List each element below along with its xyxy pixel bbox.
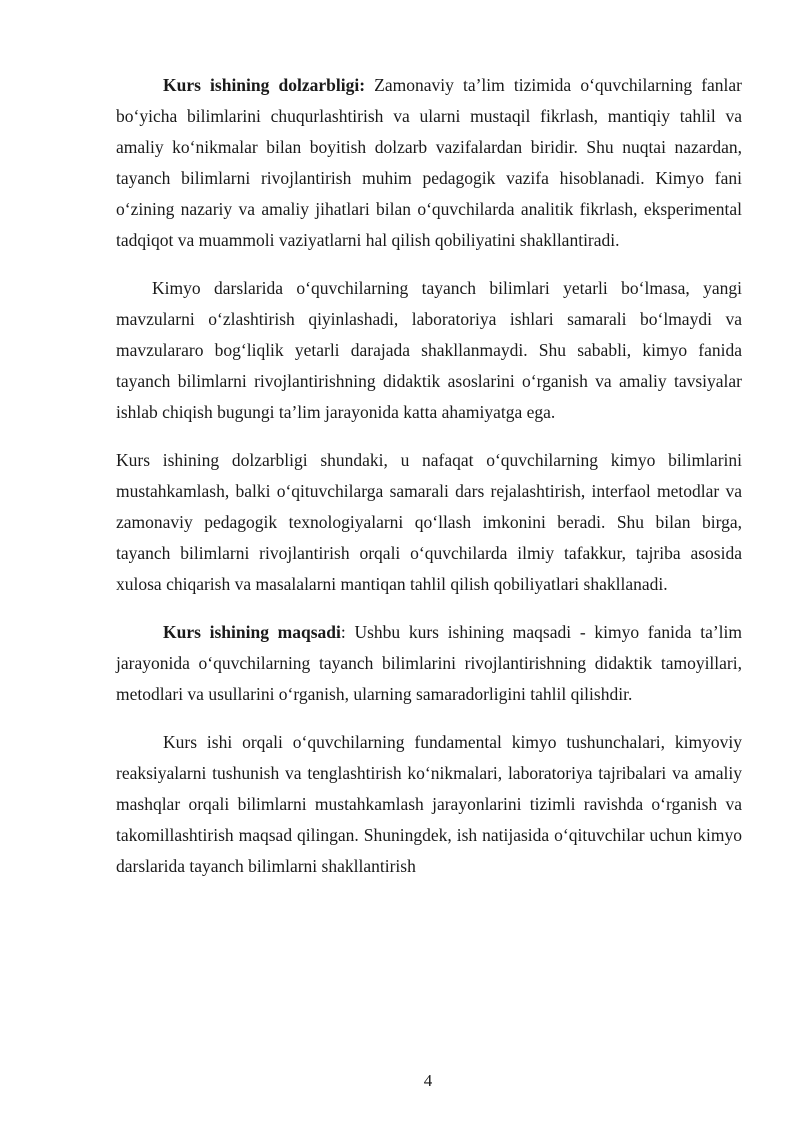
paragraph-text: : Ushbu kurs ishining maqsadi - kimyo fanida ta’lim jarayonida o‘quvchilarning tayanch bilimlarini rivojlantirishning didaktik tamoyillari, metodlari va usullarini o‘rganish, ularning samaradorligini tahlil qilishdir.	[116, 622, 742, 704]
paragraph-text: Kurs ishi orqali o‘quvchilarning fundamental kimyo tushunchalari, kimyoviy reaksiyalarni tushunish va tenglashtirish ko‘nikmalari, laboratoriya tajribalari va amaliy mashqlar orqali bilimlarni mustahkamlash jarayonlarini tizimli ravishda o‘rganish va takomillashtirish maqsad qilingan. Shuningdek, ish natijasida o‘qituvchilar uchun kimyo darslarida tayanch bilimlarni shakllantirish	[116, 732, 742, 876]
paragraph-lead-goal: Kurs ishining maqsadi	[163, 622, 341, 642]
paragraph-relevance	[116, 70, 742, 256]
paragraph-text: Kimyo darslarida o‘quvchilarning tayanch bilimlari yetarli bo‘lmasa, yangi mavzularni o‘zlashtirish qiyinlashadi, laboratoriya ishlari samarali bo‘lmaydi va mavzulararo bog‘liqlik yetarli darajada shakllanmaydi. Shu sababli, kimyo fanida tayanch bilimlarni rivojlantirishning didaktik asoslarini o‘rganish va amaliy tavsiyalar ishlab chiqish bugungi ta’lim jarayonida katta ahamiyatga ega.	[116, 278, 742, 422]
paragraph-text: Zamonaviy ta’lim tizimida o‘quvchilarning fanlar bo‘yicha bilimlarini chuqurlashtirish va ularni mustaqil fikrlash, mantiqiy tahlil va amaliy ko‘nikmalar bilan boyitish dolzarb vazifalardan biridir. Shu nuqtai nazardan, tayanch bilimlarni rivojlantirish muhim pedagogik vazifa hisoblanadi. Kimyo fani o‘zining nazariy va amaliy jihatlari bilan o‘quvchilarda analitik fikrlash, eksperimental tadqiqot va muammoli vaziyatlarni hal qilish qobiliyatini shakllantiradi.	[116, 75, 743, 250]
document-page	[116, 70, 742, 882]
page-number: 4	[423, 1071, 433, 1090]
paragraph-relevance-details	[116, 445, 742, 600]
paragraph-knowledge-gap	[116, 273, 742, 428]
paragraph-goal	[116, 617, 742, 710]
paragraph-method	[116, 727, 742, 882]
paragraph-text: Kurs ishining dolzarbligi shundaki, u nafaqat o‘quvchilarning kimyo bilimlarini mustahkamlash, balki o‘qituvchilarga samarali dars rejalashtirish, interfaol metodlar va zamonaviy pedagogik texnologiyalarni qo‘llash imkonini beradi. Shu bilan birga, tayanch bilimlarni rivojlantirish orqali o‘quvchilarda ilmiy tafakkur, tajriba asosida xulosa chiqarish va masalalarni mantiqan tahlil qilish qobiliyatlari shakllanadi.	[116, 450, 742, 594]
paragraph-lead-relevance: Kurs ishining dolzarbligi:	[163, 75, 366, 95]
